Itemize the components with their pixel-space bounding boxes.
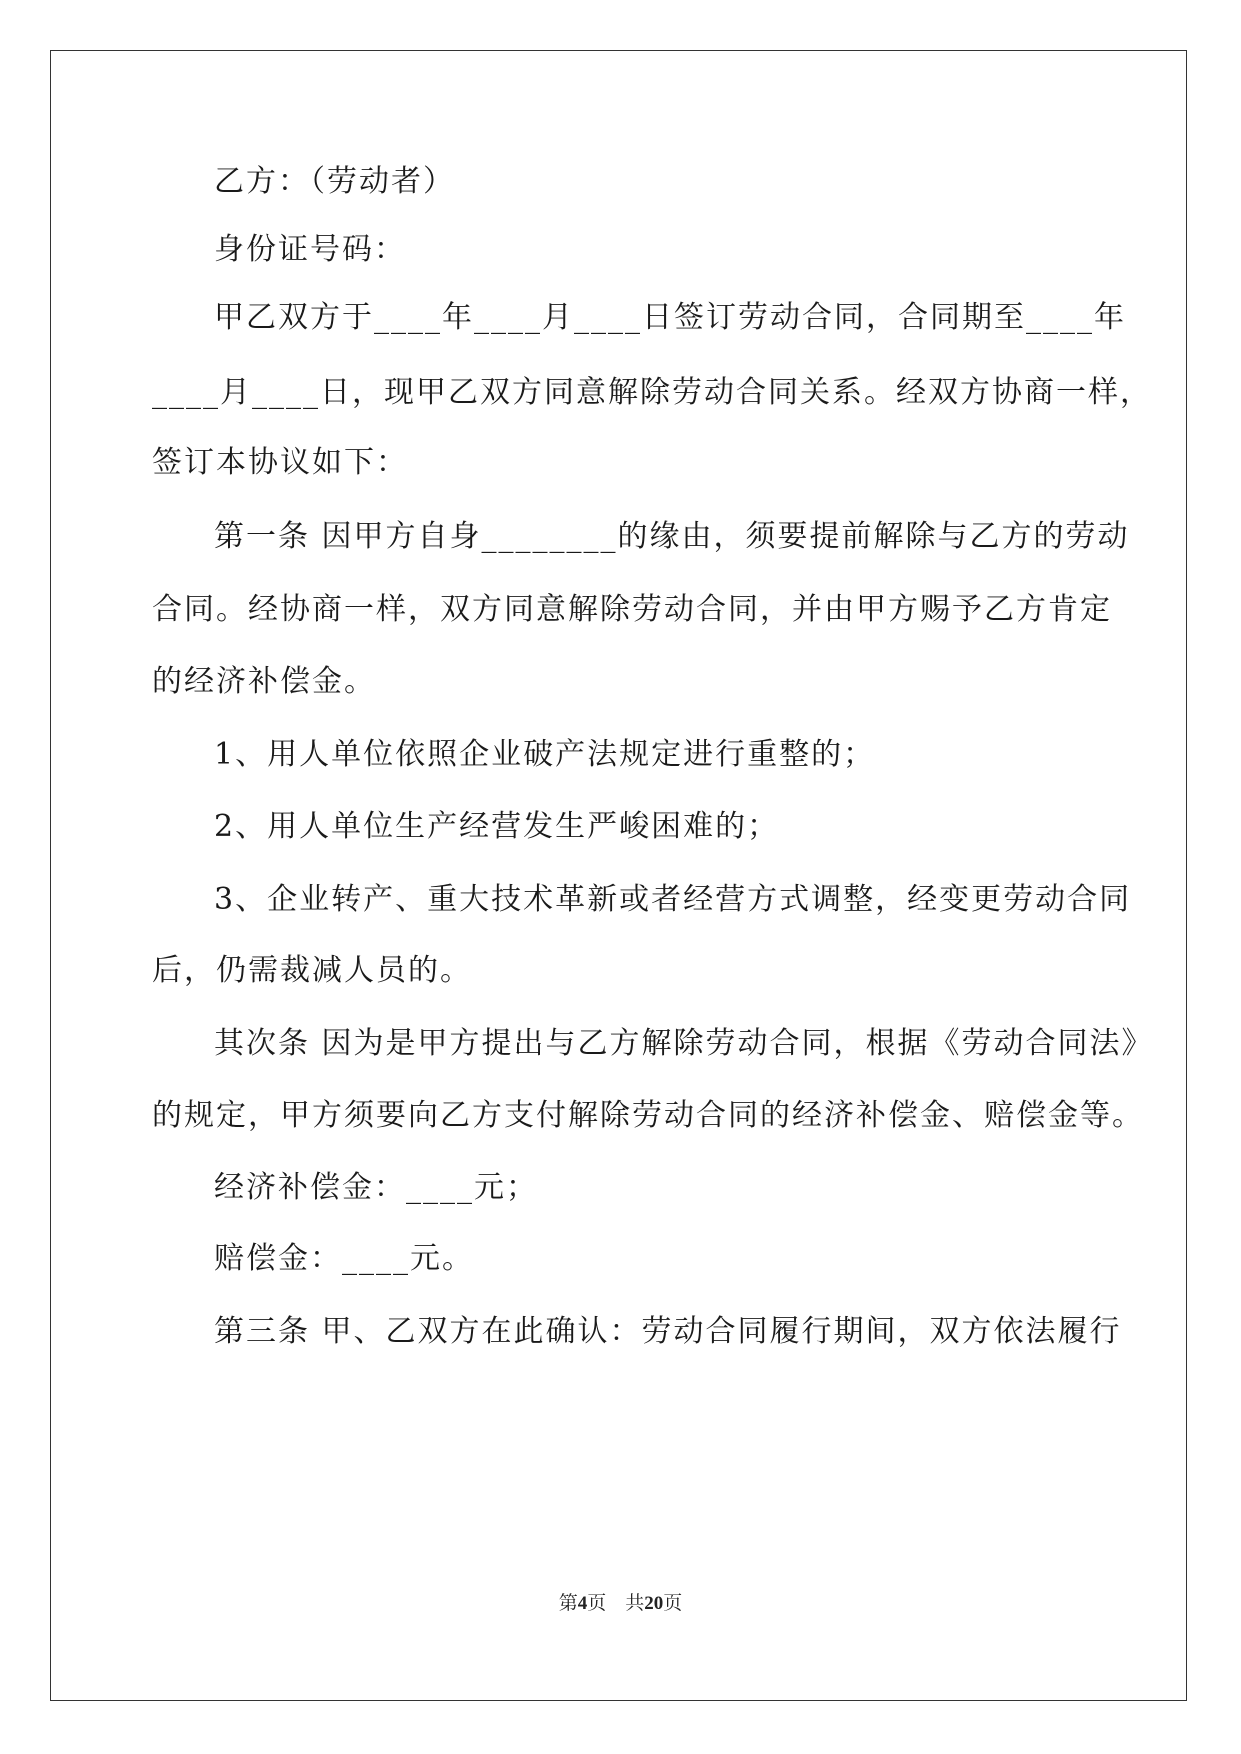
page-current: 4 bbox=[577, 1593, 588, 1614]
paragraph-party-b: 乙方：（劳动者） bbox=[214, 164, 455, 199]
paragraph-intro-line-3: 签订本协议如下： bbox=[152, 445, 408, 480]
list-item-1: 1、用人单位依照企业破产法规定进行重整的； bbox=[214, 737, 876, 772]
page-mid: 页 共 bbox=[587, 1593, 645, 1614]
list-item-2: 2、用人单位生产经营发生严峻困难的； bbox=[214, 809, 780, 844]
page-prefix: 第 bbox=[558, 1593, 578, 1614]
compensation-line: 赔偿金：____元。 bbox=[214, 1241, 474, 1276]
article-1-line-2: 合同。经协商一样，双方同意解除劳动合同，并由甲方赐予乙方肯定 bbox=[152, 592, 1112, 627]
economic-compensation-line: 经济补偿金：____元； bbox=[214, 1170, 538, 1205]
list-item-3-line-2: 后，仍需裁减人员的。 bbox=[152, 953, 472, 988]
paragraph-intro-line-1: 甲乙双方于____年____月____日签订劳动合同，合同期至____年 bbox=[214, 300, 1126, 335]
page-total: 20 bbox=[644, 1593, 664, 1614]
paragraph-intro-line-2: ____月____日，现甲乙双方同意解除劳动合同关系。经双方协商一样， bbox=[152, 375, 1152, 410]
article-2-line-1: 其次条 因为是甲方提出与乙方解除劳动合同，根据《劳动合同法》 bbox=[214, 1026, 1154, 1061]
article-1-line-3: 的经济补偿金。 bbox=[152, 664, 376, 699]
article-3-line-1: 第三条 甲、乙双方在此确认：劳动合同履行期间，双方依法履行 bbox=[214, 1314, 1122, 1349]
page-suffix: 页 bbox=[663, 1593, 683, 1614]
page-number-footer bbox=[0, 1588, 1241, 1615]
list-item-3-line-1: 3、企业转产、重大技术革新或者经营方式调整，经变更劳动合同 bbox=[214, 882, 1132, 917]
article-2-line-2: 的规定，甲方须要向乙方支付解除劳动合同的经济补偿金、赔偿金等。 bbox=[152, 1098, 1144, 1133]
article-1-line-1: 第一条 因甲方自身________的缘由，须要提前解除与乙方的劳动 bbox=[214, 519, 1130, 554]
paragraph-id-number: 身份证号码： bbox=[214, 232, 406, 267]
